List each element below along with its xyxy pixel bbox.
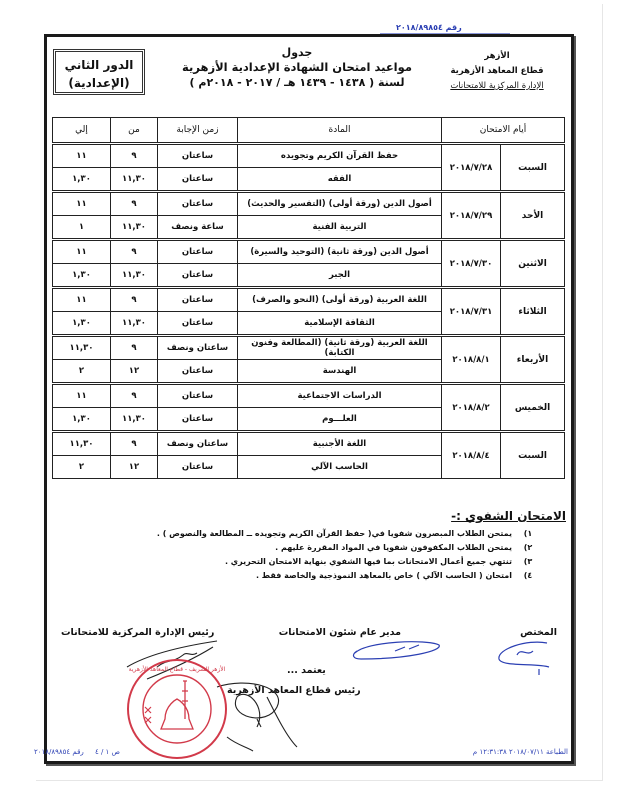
duration-cell: ساعتان (158, 240, 238, 264)
from-cell: ١٢ (111, 456, 158, 479)
oral-exam-item (52, 555, 566, 569)
subject-cell: أصول الدين (ورقة أولى) (التفسير والحديث) (238, 192, 442, 216)
oral-exam-list (52, 527, 566, 583)
round-line-1: الدور الثاني (64, 58, 134, 72)
oral-item-number: ٢) (523, 543, 533, 552)
duration-cell: ساعتان ونصف (158, 336, 238, 360)
issuer-line-1: الأزهر (484, 51, 510, 61)
approve-label: يعتمد ... (287, 665, 326, 676)
oral-item-number: ٣) (523, 557, 533, 566)
table-row (53, 336, 565, 360)
exam-round-box (53, 49, 145, 95)
footer-page: ص ١ / ٤ (94, 748, 121, 756)
table-row (53, 288, 565, 312)
subject-cell: الثقافة الإسلامية (238, 312, 442, 336)
duration-cell: ساعتان (158, 192, 238, 216)
oral-item-text: يمتحن الطلاب المكفوفون شفويا في المواد المقررة عليهم . (275, 543, 512, 552)
subject-cell: اللغة الأجنبية (238, 432, 442, 456)
to-cell: ١١ (53, 288, 111, 312)
subject-cell: اللغة العربية (ورقة أولى) (النحو والصرف) (238, 288, 442, 312)
round-line-2: (الإعدادية) (68, 76, 130, 90)
signature-specialist: المختص (520, 627, 557, 638)
header-subject: المادة (238, 118, 442, 144)
to-cell: ١١ (53, 192, 111, 216)
day-cell: الخميس (501, 384, 565, 432)
to-cell: ١,٣٠ (53, 312, 111, 336)
subject-cell: الحاسب الآلي (238, 456, 442, 479)
oral-item-text: تنتهي جميع أعمال الامتحانات بما فيها الشفوي بنهاية الامتحان التحريري . (224, 557, 512, 566)
issuer-header (437, 49, 557, 94)
general-manager-signature-scribble (347, 637, 447, 667)
document-frame (44, 34, 574, 764)
day-cell: الأربعاء (501, 336, 565, 384)
from-cell: ٩ (111, 192, 158, 216)
duration-cell: ساعتان (158, 168, 238, 192)
oral-item-text: امتحان ( الحاسب الآلي ) خاص بالمعاهد النموذجية والخاصة فقط . (255, 571, 512, 580)
day-cell: الاثنين (501, 240, 565, 288)
oral-item-text: يمتحن الطلاب المبصرون شفويا في( حفظ القرآن الكريم وتجويده ــ المطالعة والنصوص ) . (156, 529, 512, 538)
from-cell: ١١,٣٠ (111, 408, 158, 432)
subject-cell: حفظ القرآن الكريم وتجويده (238, 144, 442, 168)
to-cell: ٢ (53, 360, 111, 384)
oral-exam-item (52, 569, 566, 583)
reference-number-top: رقم ٢٠١٨/٨٩٨٥٤ (396, 23, 462, 32)
to-cell: ١,٣٠ (53, 408, 111, 432)
day-cell: الثلاثاء (501, 288, 565, 336)
subject-cell: الفقه (238, 168, 442, 192)
header-days: أيام الامتحان (442, 118, 565, 144)
oral-exam-title: الامتحان الشفوي :- (451, 509, 566, 523)
date-cell: ٢٠١٨/٧/٣٠ (442, 240, 501, 288)
stamp-text: الأزهر الشريف - قطاع المعاهد الأزهرية (128, 666, 226, 673)
to-cell: ١١,٣٠ (53, 336, 111, 360)
table-row (53, 384, 565, 408)
from-cell: ٩ (111, 384, 158, 408)
day-cell: السبت (501, 144, 565, 192)
subject-cell: العلـــوم (238, 408, 442, 432)
from-cell: ٩ (111, 336, 158, 360)
duration-cell: ساعتان (158, 408, 238, 432)
to-cell: ١١ (53, 384, 111, 408)
official-stamp (125, 657, 229, 761)
header-from: من (111, 118, 158, 144)
to-cell: ١١,٣٠ (53, 432, 111, 456)
signature-sector-head: رئيس قطاع المعاهد الأزهرية (227, 685, 361, 696)
footer-page-ref (34, 748, 120, 756)
from-cell: ١١,٣٠ (111, 312, 158, 336)
duration-cell: ساعتان (158, 312, 238, 336)
date-cell: ٢٠١٨/٨/١ (442, 336, 501, 384)
table-body (53, 144, 565, 479)
signature-central-admin-head: رئيس الإدارة المركزية للامتحانات (61, 627, 215, 638)
document-title (162, 45, 432, 90)
to-cell: ١,٣٠ (53, 168, 111, 192)
issuer-line-3: الإدارة المركزية للامتحانات (450, 81, 544, 91)
date-cell: ٢٠١٨/٨/٢ (442, 384, 501, 432)
day-cell: السبت (501, 432, 565, 479)
duration-cell: ساعة ونصف (158, 216, 238, 240)
signature-general-manager: مدير عام شئون الامتحانات (278, 627, 401, 638)
subject-cell: الجبر (238, 264, 442, 288)
to-cell: ٢ (53, 456, 111, 479)
duration-cell: ساعتان (158, 360, 238, 384)
subject-cell: اللغة العربية (ورقة ثانية) (المطالعة وفنون الكتابة) (238, 336, 442, 360)
footer-ref: رقم ٢٠١٨/٨٩٨٥٤ (34, 748, 84, 756)
duration-cell: ساعتان (158, 288, 238, 312)
oral-item-number: ١) (523, 529, 533, 538)
day-cell: الأحد (501, 192, 565, 240)
specialist-signature-scribble (487, 637, 557, 677)
from-cell: ٩ (111, 432, 158, 456)
exam-schedule-table (52, 117, 565, 479)
duration-cell: ساعتان (158, 384, 238, 408)
date-cell: ٢٠١٨/٧/٣١ (442, 288, 501, 336)
title-line-2: مواعيد امتحان الشهادة الإعدادية الأزهرية (182, 60, 412, 74)
footer-printed: الطباعة ٢٠١٨/٠٧/١١ ١٢:٣١:٣٨ م (472, 748, 568, 756)
table-header-row (53, 118, 565, 144)
subject-cell: الدراسات الاجتماعية (238, 384, 442, 408)
to-cell: ١١ (53, 240, 111, 264)
table-row (53, 240, 565, 264)
table-row (53, 432, 565, 456)
date-cell: ٢٠١٨/٧/٢٨ (442, 144, 501, 192)
from-cell: ١١,٣٠ (111, 216, 158, 240)
to-cell: ١,٣٠ (53, 264, 111, 288)
oral-exam-section (52, 509, 566, 583)
title-line-1: جدول (281, 46, 313, 59)
duration-cell: ساعتان (158, 456, 238, 479)
table-row (53, 144, 565, 168)
to-cell: ١ (53, 216, 111, 240)
from-cell: ٩ (111, 144, 158, 168)
from-cell: ٩ (111, 240, 158, 264)
issuer-line-2: قطاع المعاهد الأزهرية (450, 66, 544, 76)
duration-cell: ساعتان (158, 264, 238, 288)
oral-exam-item (52, 541, 566, 555)
from-cell: ١١,٣٠ (111, 264, 158, 288)
from-cell: ٩ (111, 288, 158, 312)
table-row (53, 192, 565, 216)
from-cell: ١٢ (111, 360, 158, 384)
date-cell: ٢٠١٨/٧/٢٩ (442, 192, 501, 240)
duration-cell: ساعتان (158, 144, 238, 168)
title-line-3: لسنة ( ١٤٣٨ - ١٤٣٩ هـ / ٢٠١٧ - ٢٠١٨م ) (189, 76, 405, 89)
from-cell: ١١,٣٠ (111, 168, 158, 192)
header-duration: زمن الإجابة (158, 118, 238, 144)
to-cell: ١١ (53, 144, 111, 168)
oral-exam-item (52, 527, 566, 541)
header-to: إلي (53, 118, 111, 144)
date-cell: ٢٠١٨/٨/٤ (442, 432, 501, 479)
subject-cell: أصول الدين (ورقة ثانية) (التوحيد والسيرة) (238, 240, 442, 264)
oral-item-number: ٤) (523, 571, 533, 580)
subject-cell: الهندسة (238, 360, 442, 384)
duration-cell: ساعتان ونصف (158, 432, 238, 456)
subject-cell: التربية الفنية (238, 216, 442, 240)
